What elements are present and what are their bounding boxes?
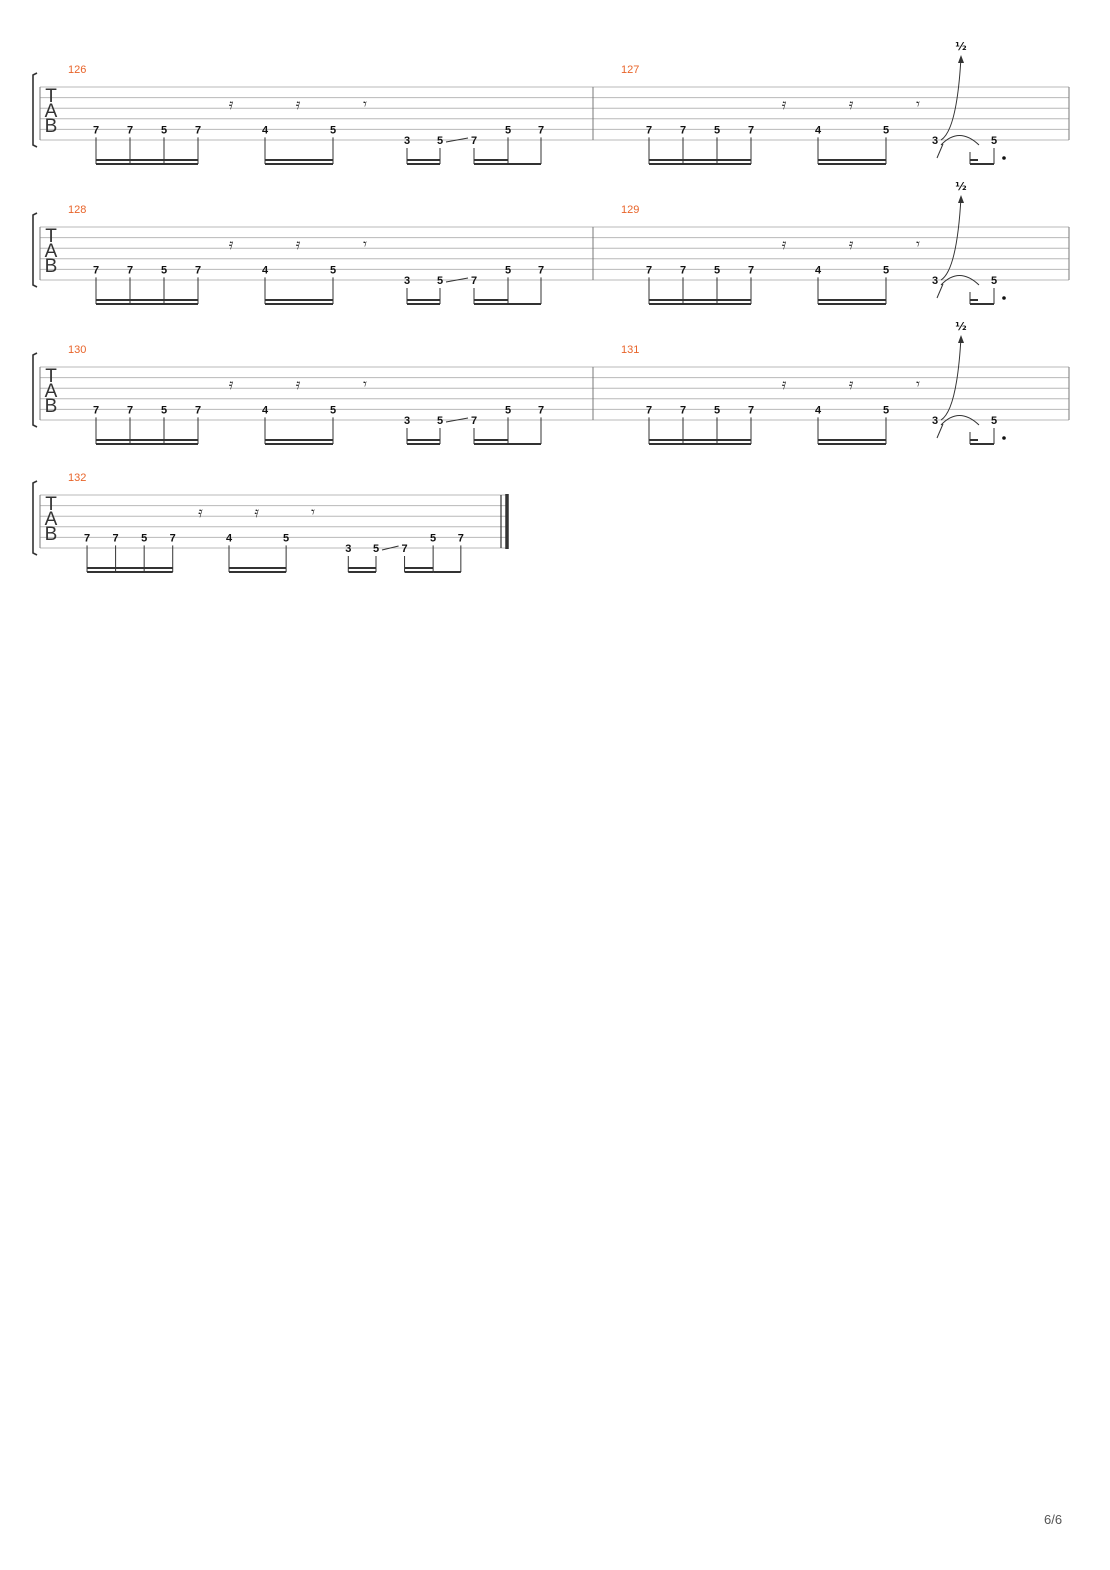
measure-number: 128 [68,204,87,216]
fret-number: 7 [537,404,545,417]
fret-number: 5 [436,135,444,147]
fret-number: 7 [169,532,176,545]
fret-number: 7 [194,264,202,277]
fret-number: 5 [436,415,444,427]
measure-number: 131 [621,344,640,356]
bend-amount: ½ [955,320,967,333]
eighth-rest: 𝄾 [311,503,315,521]
fret-number: 7 [679,404,687,417]
sixteenth-rest: 𝄿 [228,235,234,253]
sixteenth-rest: 𝄿 [295,95,301,113]
fret-number: 7 [112,532,119,545]
fret-number: 7 [645,124,653,137]
fret-number: 5 [372,543,380,555]
tab-clef-letter: A [44,381,58,402]
system-bracket [33,353,37,427]
fret-number: 7 [537,124,545,137]
fret-number: 7 [401,543,408,555]
sixteenth-rest: 𝄿 [295,375,301,393]
fret-number: 3 [345,543,352,555]
fret-number: 7 [537,264,545,277]
augmentation-dot [1002,296,1006,300]
fret-number: 7 [194,404,202,417]
fret-number: 4 [814,124,822,137]
fret-number: 5 [329,404,337,417]
sixteenth-rest: 𝄿 [295,235,301,253]
fret-number: 7 [126,404,134,417]
fret-number: 5 [713,124,721,137]
augmentation-dot [1002,436,1006,440]
eighth-rest: 𝄾 [916,235,920,253]
fret-number: 7 [470,275,478,287]
tab-clef-letter: B [44,396,58,417]
fret-number: 7 [747,124,755,137]
fret-number: 7 [645,404,653,417]
fret-number: 5 [160,264,168,277]
bend-amount: ½ [955,40,967,53]
fret-number: 7 [92,404,100,417]
sixteenth-rest: 𝄿 [848,375,854,393]
measure-number: 130 [68,344,87,356]
measure-number: 132 [68,472,87,484]
fret-number: 7 [83,532,91,545]
eighth-rest: 𝄾 [916,375,920,393]
fret-number: 5 [990,415,998,427]
fret-number: 3 [931,135,939,147]
tab-clef-letter: A [44,241,58,262]
fret-number: 5 [713,404,721,417]
bend-arrowhead [958,335,964,343]
fret-number: 5 [504,124,512,137]
fret-number: 5 [329,124,337,137]
bend-curve [941,197,961,280]
tab-clef-letter: T [45,86,57,107]
sixteenth-rest: 𝄿 [781,95,787,113]
fret-number: 7 [747,404,755,417]
tab-clef-letter: T [45,494,57,515]
fret-number: 3 [403,135,411,147]
fret-number: 4 [261,124,269,137]
fret-number: 5 [713,264,721,277]
tab-clef-letter: B [44,256,58,277]
fret-number: 4 [814,264,822,277]
system-bracket [33,213,37,287]
fret-number: 5 [990,275,998,287]
tab-clef-letter: B [44,524,58,545]
sixteenth-rest: 𝄿 [198,503,203,521]
tab-clef-letter: T [45,366,57,387]
fret-number: 7 [679,264,687,277]
fret-number: 7 [126,264,134,277]
fret-number: 3 [403,415,411,427]
measure-number: 126 [68,64,87,76]
sixteenth-rest: 𝄿 [781,375,787,393]
sixteenth-rest: 𝄿 [228,375,234,393]
eighth-rest: 𝄾 [363,235,367,253]
bend-curve [941,57,961,140]
fret-number: 7 [747,264,755,277]
bend-curve [941,337,961,420]
fret-number: 7 [457,532,464,545]
fret-number: 5 [283,532,290,545]
fret-number: 5 [160,124,168,137]
fret-number: 4 [225,532,233,545]
fret-number: 7 [92,124,100,137]
fret-number: 5 [436,275,444,287]
fret-number: 4 [261,264,269,277]
system-bracket [33,481,37,555]
tab-clef-letter: A [44,101,58,122]
fret-number: 5 [990,135,998,147]
fret-number: 5 [430,532,437,545]
fret-number: 5 [160,404,168,417]
fret-number: 7 [92,264,100,277]
bend-amount: ½ [955,180,967,193]
measure-number: 127 [621,64,640,76]
fret-number: 7 [470,135,478,147]
eighth-rest: 𝄾 [916,95,920,113]
fret-number: 3 [403,275,411,287]
sixteenth-rest: 𝄿 [848,235,854,253]
fret-number: 4 [814,404,822,417]
fret-number: 7 [679,124,687,137]
tab-clef-letter: A [44,509,58,530]
bend-arrowhead [958,55,964,63]
fret-number: 5 [141,532,148,545]
augmentation-dot [1002,156,1006,160]
fret-number: 5 [504,404,512,417]
fret-number: 7 [126,124,134,137]
tab-clef-letter: B [44,116,58,137]
page-number: 6/6 [1044,1512,1063,1527]
fret-number: 5 [504,264,512,277]
fret-number: 5 [329,264,337,277]
fret-number: 7 [470,415,478,427]
fret-number: 3 [931,275,939,287]
eighth-rest: 𝄾 [363,95,367,113]
sixteenth-rest: 𝄿 [254,503,260,521]
sixteenth-rest: 𝄿 [848,95,854,113]
bend-arrowhead [958,195,964,203]
fret-number: 5 [882,264,890,277]
sixteenth-rest: 𝄿 [228,95,234,113]
tab-clef-letter: T [45,226,57,247]
fret-number: 5 [882,404,890,417]
sixteenth-rest: 𝄿 [781,235,787,253]
measure-number: 129 [621,204,640,216]
fret-number: 3 [931,415,939,427]
fret-number: 7 [645,264,653,277]
system-bracket [33,73,37,147]
fret-number: 4 [261,404,269,417]
fret-number: 5 [882,124,890,137]
fret-number: 7 [194,124,202,137]
eighth-rest: 𝄾 [363,375,367,393]
